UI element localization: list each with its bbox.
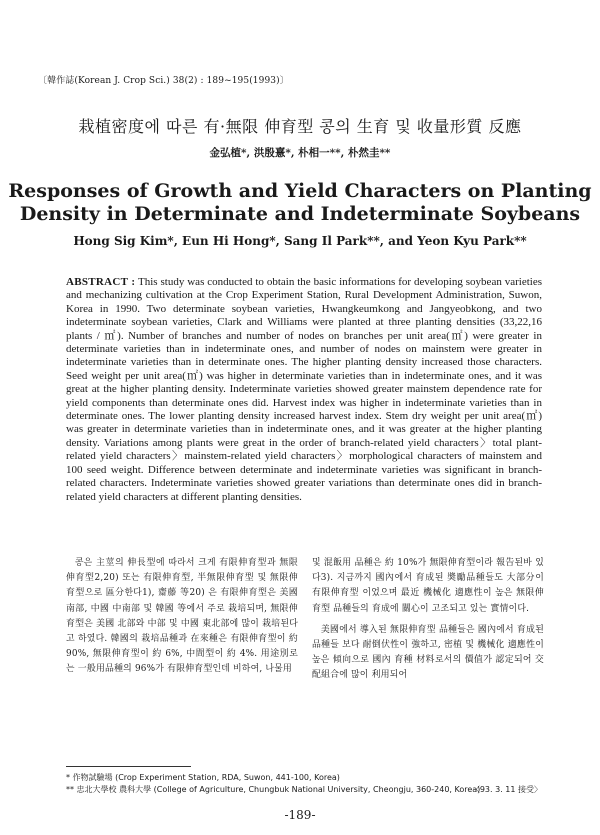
body-column-left [66, 556, 298, 678]
page-number: -189- [284, 808, 316, 822]
abstract [66, 276, 542, 504]
abstract-text: This study was conducted to obtain the basic informations for developing soybean varieties and mechanizing cultivation at the Crop Experiment Station, Rural Development Administration, Suwon, Korea in 1990. Two determinate soybean varieties, Hwangkeumkong and Jangyeobkong, and two indeterminate soybean varieties, Clark and Williams were planted at three planting densities (33,22,16 plants / ㎡). Number of branches and number of nodes on branches per unit area(㎡) were greater in determinate varieties than in indeterminate ones, and number of nodes on mainstem were greater in indeterminate varieties than in determinate ones. The higher planting density increased those characters. Seed weight per unit area(㎡) was higher in determinate varieties than in indeterminate ones, and it was great at the higher planting density. Indeterminate varieties showed greater mainstem dependence rate for yield components than determinate ones did. Harvest index was higher in indeterminate varieties than in determinate ones. The lower planting density increased harvest index. Stem dry weight per unit area(㎡) was greater in determinate varieties than in indeterminate ones, and it was greater at the higher planting density. Variations among plants were great in the order of branch-related yield characters〉total plant-related yield characters〉mainstem-related yield characters〉morphological characters of mainstem and 100 seed weight. Difference between determinate and indeterminate varieties was significant in branch-related characters. Indeterminate varieties showed greater variations than determinate ones did in branch-related yield characters at different planting densities. [66, 276, 542, 503]
english-title: Responses of Growth and Yield Characters on Planting Density in Determinate and Indeterminate Soybeans [8, 180, 592, 225]
abstract-label: ABSTRACT : [66, 276, 136, 288]
received-date: 〈93. 3. 11 接受〉 [471, 785, 542, 794]
footnote-affiliation-2-text: ** 忠北大學校 農科大學 (College of Agriculture, Chungbuk National University, Cheongju, 360-240, Korea) [66, 785, 481, 794]
footnote-affiliation-1: * 作物試驗場 (Crop Experiment Station, RDA, Suwon, 441-100, Korea) [66, 773, 340, 782]
body-column-right [312, 556, 544, 684]
body-paragraph: 및 混飯用 品種은 約 10%가 無限伸育型이라 報告된바 있다3). 지금까지 國內에서 育成된 奬勵品種들도 大部分이 有限伸育型 이었으며 最近 機械化 適應性이 높은 無限伸育型 品種들의 育成에 關心이 고조되고 있는 實情이다. [312, 558, 544, 614]
footnote-divider [66, 766, 191, 767]
body-paragraph: 콩은 主莖의 伸長型에 따라서 크게 有限伸育型과 無限伸育型2,20) 또는 有限伸育型, 半無限伸育型 및 無限伸育型으로 區分한다1), 齋藤 等20) 은 有限伸育型은 美國 南部, 中國 中南部 및 韓國 等에서 주로 栽培되며, 無限伸育型은 美國 北部와 中部 및 中國 東北部에 많이 栽培된다고 하였다. 韓國의 栽培品種과 在來種은 有限伸育型이 約 90%, 無限伸育型이 約 6%, 中間型이 約 4%. 用途別로는 一般用品種의 96%가 有限伸育型인데 비하여, 나물用 [66, 558, 298, 675]
footnote-affiliation-2 [66, 784, 542, 795]
korean-title: 栽植密度에 따른 有·無限 伸育型 콩의 生育 및 收量形質 反應 [78, 117, 522, 136]
english-authors: Hong Sig Kim*, Eun Hi Hong*, Sang Il Park**, and Yeon Kyu Park** [73, 234, 527, 248]
korean-authors: 金弘植*, 洪殷憙*, 朴相一**, 朴然圭** [209, 147, 391, 159]
journal-reference: 〔韓作誌(Korean J. Crop Sci.) 38(2) : 189~195(1993)〕 [38, 76, 289, 86]
body-paragraph: 美國에서 導入된 無限伸育型 品種들은 國內에서 育成된 品種들 보다 耐倒伏性이 強하고, 密植 및 機械化 適應性이 높은 傾向으로 國內 育種 材料로서의 價值가 認定되어 交配組合에 많이 利用되어 [312, 624, 544, 681]
